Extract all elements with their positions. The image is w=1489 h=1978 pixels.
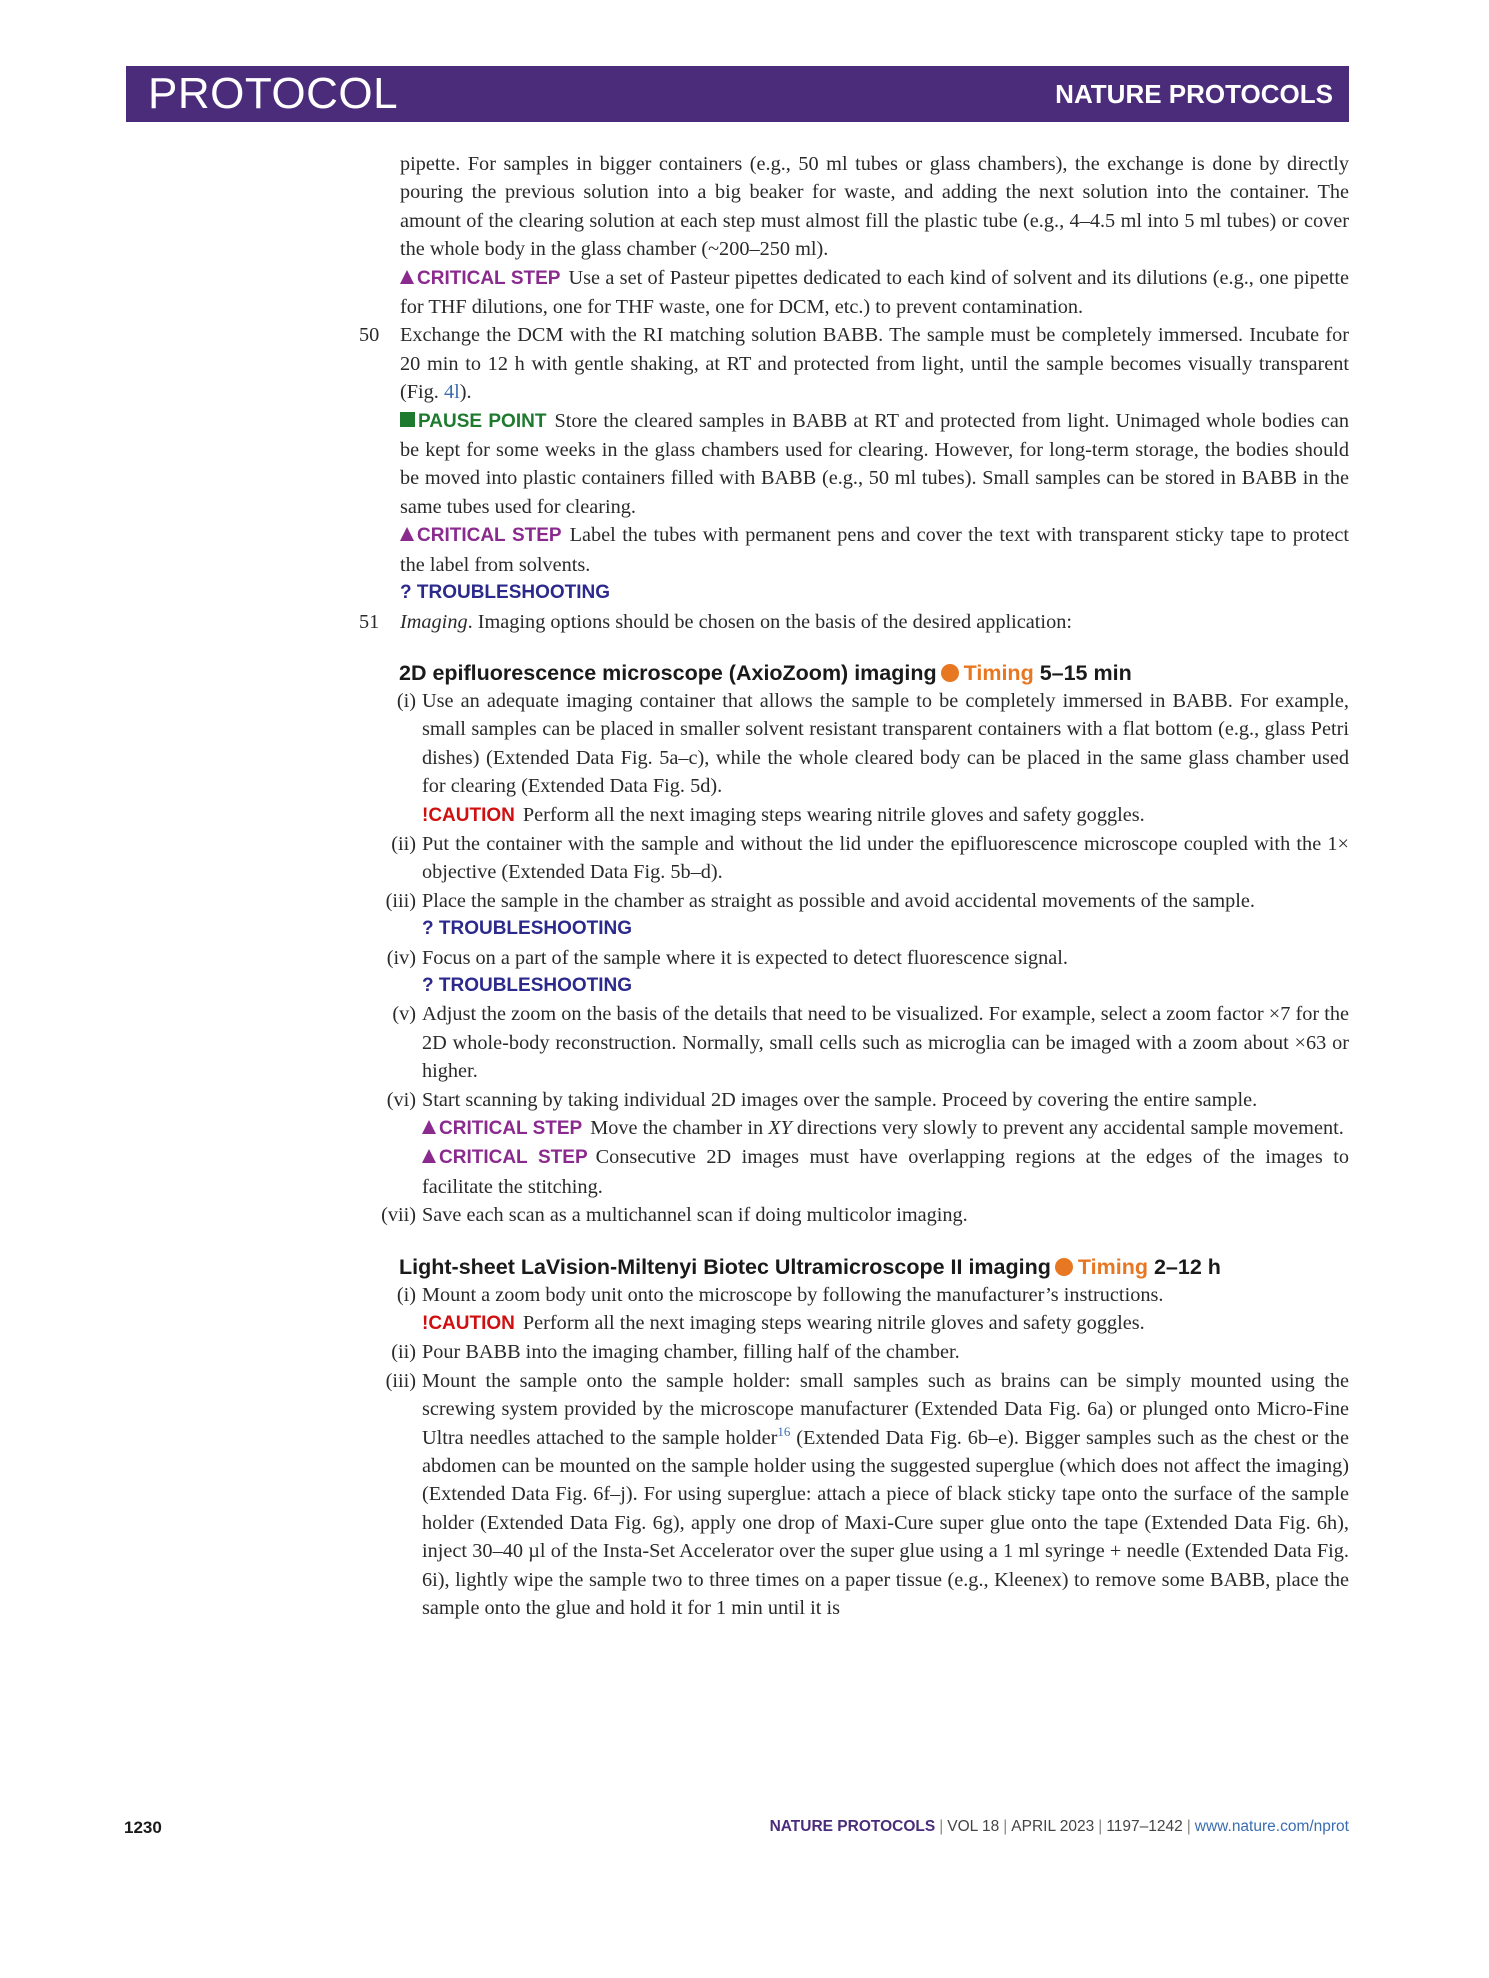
header-banner <box>126 66 1349 122</box>
step-number: 51 <box>359 610 380 633</box>
substep-b-ii: (ii) Pour BABB into the imaging chamber, filling half of the chamber. <box>391 1341 960 1364</box>
footer-citation: NATURE PROTOCOLS | VOL 18 | APRIL 2023 | 1197–1242 | www.nature.com/nprot <box>769 1818 1349 1835</box>
section-heading-epifluorescence: 2D epifluorescence microscope (AxioZoom) imaging Timing 5–15 min <box>399 660 1132 685</box>
journal-url-link[interactable]: www.nature.com/nprot <box>1194 1818 1349 1835</box>
intro-critical: CRITICAL STEP Use a set of Pasteur pipettes dedicated to each kind of solvent and its dilutions (e.g., one pipette for THF dilutions, one for THF waste, one for DCM, etc.) to prevent contamination. <box>400 266 1350 319</box>
section-label: PROTOCOL <box>148 69 399 118</box>
troubleshooting-link[interactable]: ? TROUBLESHOOTING <box>422 918 633 940</box>
step-51-text: Imaging. Imaging options should be chosen on the basis of the desired application: <box>400 610 1072 633</box>
substep-a-ii: (ii) Put the container with the sample and without the lid under the epifluorescence microscope coupled with the 1× objective (Extended Data Fig. 5b–d). <box>391 832 1349 884</box>
critical-triangle-icon <box>422 1120 436 1134</box>
pause-square-icon <box>400 412 415 427</box>
step-number: 50 <box>359 324 380 347</box>
critical-triangle-icon <box>400 527 414 541</box>
substep-b-iii: (iii) Mount the sample onto the sample holder: small samples such as brains can be simply mounted using the screwing system provided by the microscope manufacturer (Extended Data Fig. 6a) or plunged onto Micro-Fine Ultra needles attached to the sample holder$^{16}$ (Extended Data Fig. 6b–e). Bigger samples such as the chest or the abdomen can be mounted on the sample holder using the suggested superglue (which does not affect the imaging) (Extended Data Fig. 6f–j). For using superglue: attach a piece of black sticky tape onto the surface of the sample holder (Extended Data Fig. 6g), apply one drop of Maxi-Cure super glue onto the tape (Extended Data Fig. 6h), inject 30–40 µl of the Insta-Set Accelerator over the super glue using a 1 ml syringe + needle (Extended Data Fig. 6i), lightly wipe the sample two to three times on a paper tissue (e.g., Kleenex) to remove some BABB, place the sample onto the glue and hold it for 1 min until it is <box>385 1369 1349 1620</box>
troubleshooting-link[interactable]: ? TROUBLESHOOTING <box>422 974 633 996</box>
reference-link[interactable]: 16 <box>777 1423 791 1439</box>
substep-a-v: (v) Adjust the zoom on the basis of the details that need to be visualized. For example, select a zoom factor ×7 for the 2D whole-body reconstruction. Normally, small cells such as microglia can be imaged with a zoom about ×63 or higher. <box>392 1003 1349 1083</box>
intro-paragraph: pipette. For samples in bigger containers (e.g., 50 ml tubes or glass chambers), the exchange is done by directly pouring the previous solution into a big beaker for waste, and adding the next solution into the container. The amount of the clearing solution at each step must almost fill the plastic tube (e.g., 4–4.5 ml into 5 ml tubes) or cover the whole body in the glass chamber (~200–250 ml). <box>400 153 1349 261</box>
figure-link[interactable]: 4l <box>443 381 460 404</box>
timing-dot-icon <box>1055 1258 1073 1276</box>
substep-a-i: (i) Use an adequate imaging container that allows the sample to be completely immersed in BABB. For example, small samples can be placed in smaller solvent resistant transparent containers with a flat bottom (e.g., glass Petri dishes) (Extended Data Fig. 5a–c), while the whole cleared body can be placed in the same glass chamber used for clearing (Extended Data Fig. 5d). !CAUTION Perform all the next imaging steps wearing nitrile gloves and safety goggles. <box>400 687 1349 830</box>
journal-label: NATURE PROTOCOLS <box>1055 79 1333 109</box>
substep-a-iii: (iii) Place the sample in the chamber as straight as possible and avoid accidental movements of the sample. ? TROUBLESHOOTING <box>400 887 1349 944</box>
step-50-text: Exchange the DCM with the RI matching solution BABB. The sample must be completely immersed. Incubate for 20 min to 12 h with gentle shaking, at RT and protected from light, until the sample becomes visually transparent (Fig. 4l). <box>400 324 1349 404</box>
caution-note: !CAUTION Perform all the next imaging steps wearing nitrile gloves and safety goggles. <box>422 1312 1145 1335</box>
step-50 <box>359 321 1350 607</box>
section-heading-lightsheet: Light-sheet LaVision-Miltenyi Biotec Ultramicroscope II imaging Timing 2–12 h <box>399 1254 1221 1279</box>
caution-note: !CAUTION Perform all the next imaging steps wearing nitrile gloves and safety goggles. <box>422 803 1145 826</box>
substep-a-vii: (vii) Save each scan as a multichannel scan if doing multicolor imaging. <box>381 1204 968 1227</box>
step-51 <box>359 608 1349 636</box>
critical-note: CRITICAL STEP Move the chamber in XY directions very slowly to prevent any accidental sample movement. <box>422 1114 1349 1143</box>
critical-note: CRITICAL STEP Consecutive 2D images must have overlapping regions at the edges of the images to facilitate the stitching. <box>422 1146 1349 1198</box>
step-50-critical: CRITICAL STEP Label the tubes with permanent pens and cover the text with transparent sticky tape to protect the label from solvents. <box>400 524 1350 576</box>
pause-point: PAUSE POINT Store the cleared samples in BABB at RT and protected from light. Unimaged whole bodies can be kept for some weeks in the glass chambers used for clearing. However, for long-term storage, the bodies should be moved into plastic containers filled with BABB (e.g., 50 ml tubes). Small samples can be stored in BABB in the same tubes used for clearing. <box>400 409 1350 518</box>
main-content <box>359 150 1350 1623</box>
troubleshooting-link[interactable]: ? TROUBLESHOOTING <box>400 582 611 604</box>
substep-a-vi: (vi) Start scanning by taking individual 2D images over the sample. Proceed by covering the entire sample. CRITICAL STEP Move the chamber in XY directions very slowly to prevent any accidental sample movement. CRITICAL STEP Consecutive 2D images must have overlapping regions at the edges of the images to facilitate the stitching. <box>400 1086 1349 1202</box>
page-number: 1230 <box>124 1818 162 1837</box>
critical-triangle-icon <box>400 270 414 284</box>
substep-a-iv: (iv) Focus on a part of the sample where it is expected to detect fluorescence signal. ? TROUBLESHOOTING <box>400 944 1349 1001</box>
timing-dot-icon <box>941 664 959 682</box>
substep-b-i: (i) Mount a zoom body unit onto the microscope by following the manufacturer’s instructions. !CAUTION Perform all the next imaging steps wearing nitrile gloves and safety goggles. <box>400 1281 1349 1339</box>
critical-triangle-icon <box>422 1149 436 1163</box>
